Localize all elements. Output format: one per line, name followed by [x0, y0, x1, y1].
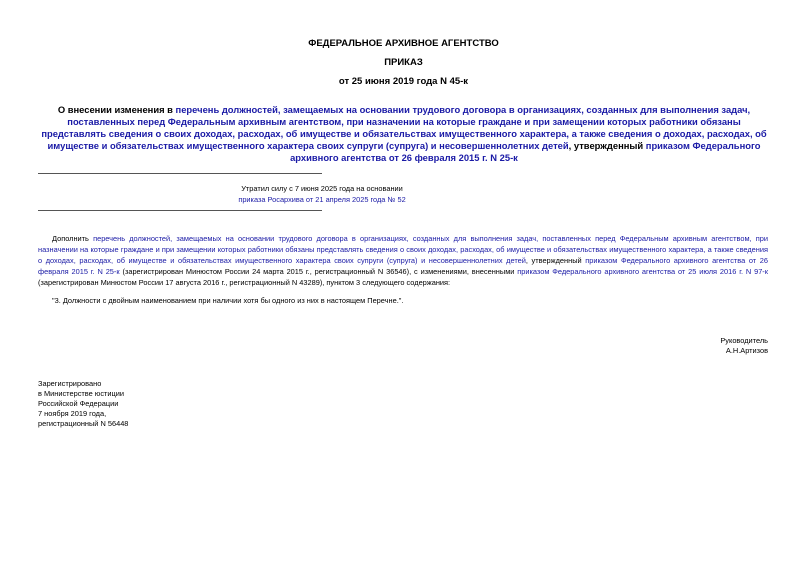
registration-line: 7 ноября 2019 года,: [38, 409, 107, 418]
paragraph-order-2016-link[interactable]: приказом Федерального архивного агентства от 25 июля 2016 г. N 97-к: [517, 267, 769, 276]
registration-line: Российской Федерации: [38, 399, 119, 408]
notice-top-divider: [38, 173, 322, 174]
signatory-name: А.Н.Артизов: [725, 346, 768, 355]
registration-line: регистрационный N 56448: [38, 419, 129, 428]
paragraph-mid: , утвержденный: [525, 256, 586, 265]
main-paragraph: [38, 233, 768, 288]
repeal-order-link[interactable]: приказа Росархива от 21 апреля 2025 года № 52: [238, 195, 406, 204]
registration-line: в Министерстве юстиции: [38, 389, 125, 398]
paragraph-order-2015-link[interactable]: приказом Федерального архивного агентства от 26 февраля 2015 г. N 25-к: [38, 256, 768, 276]
signature-block: [720, 336, 768, 356]
repeal-notice-text: Утратил силу с 7 июня 2025 года на основании: [241, 184, 403, 193]
title-order-link[interactable]: приказом Федерального архивного агентства от 26 февраля 2015 г. N 25-к: [290, 140, 761, 163]
document-title: [38, 104, 770, 164]
paragraph-mid2: (зарегистрирован Минюстом России 24 марта 2015 г., регистрационный N 36546), с изменениями, внесенными: [119, 267, 518, 276]
paragraph-end: (зарегистрирован Минюстом России 17 августа 2016 г., регистрационный N 43289), пунктом 3 следующего содержания:: [38, 278, 451, 287]
notice-bottom-divider: [38, 210, 322, 211]
signatory-position: Руководитель: [720, 336, 768, 345]
title-list-link[interactable]: перечень должностей, замещаемых на основании трудового договора в организациях, созданных для выполнения задач, поставленных перед Федеральным архивным агентством, при назначении на которые граждане и при замещении которых работники обязаны представлять сведения о своих доходах, расходах, об имуществе и обязательствах имущественного характера, а также сведения о доходах, расходах, об имуществе и обязательствах имущественного характера своих супруги (супруга) и несовершеннолетних детей: [41, 104, 767, 151]
paragraph-start: Дополнить: [52, 234, 94, 243]
inserted-item-text: "3. Должности с двойным наименованием при наличии хотя бы одного из них в настоящем Перечне.".: [52, 296, 404, 305]
paragraph-list-link[interactable]: перечень должностей, замещаемых на основании трудового договора в организациях, созданных для выполнения задач, поставленных перед Федеральным архивным агентством, при назначении на которые граждане и при замещении которых работники обязаны представлять сведения о своих доходах, расходах, об имуществе и обязательствах имущественного характера, а также сведения о доходах, расходах, об имуществе и обязательствах имущественного характера своих супруги (супруга) и несовершеннолетних детей: [38, 234, 768, 265]
document-date-number: от 25 июня 2019 года N 45-к: [338, 76, 469, 87]
title-prefix: О внесении изменения в: [57, 104, 176, 115]
document-type: ПРИКАЗ: [384, 57, 423, 68]
title-middle: , утвержденный: [568, 140, 646, 151]
registration-block: [38, 379, 128, 429]
agency-name: ФЕДЕРАЛЬНОЕ АРХИВНОЕ АГЕНТСТВО: [308, 38, 499, 49]
registration-line: Зарегистрировано: [38, 379, 102, 388]
repeal-notice: [38, 183, 606, 205]
